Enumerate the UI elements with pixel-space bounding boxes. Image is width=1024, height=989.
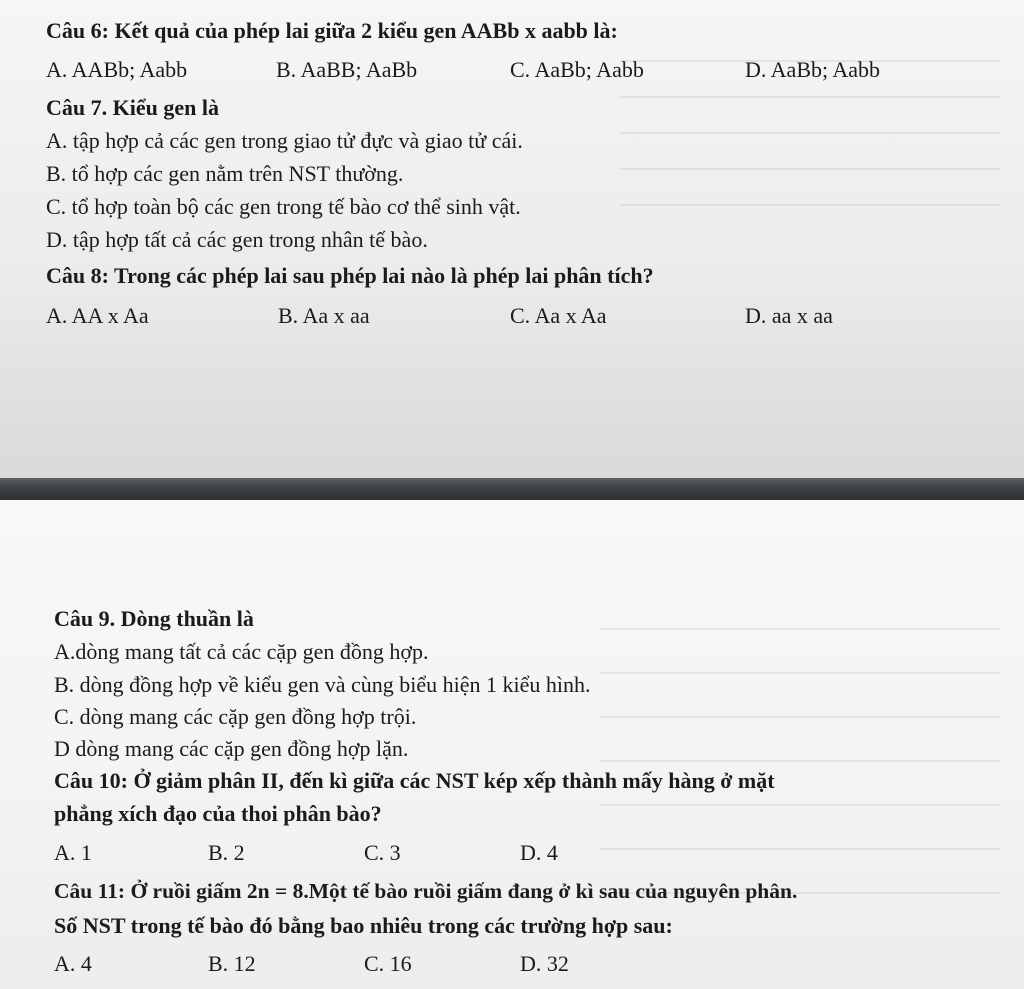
question-11-line-1: Câu 11: Ở ruồi giấm 2n = 8.Một tế bào ruồi giấm đang ở kì sau của nguyên phân. <box>54 879 798 903</box>
question-8-title: Câu 8: Trong các phép lai sau phép lai nào là phép lai phân tích? <box>46 263 654 288</box>
q6-option-a: A. AABb; Aabb <box>46 57 188 82</box>
question-7-title: Câu 7. Kiểu gen là <box>46 95 219 120</box>
q6-option-b: B. AaBB; AaBb <box>276 57 418 82</box>
q6-option-d: D. AaBb; Aabb <box>745 57 881 82</box>
q10-option-c: C. 3 <box>364 840 401 865</box>
q7-option-b: B. tổ hợp các gen nằm trên NST thường. <box>46 161 404 186</box>
q9-option-a: A.dòng mang tất cả các cặp gen đồng hợp. <box>54 639 429 664</box>
question-6-title: Câu 6: Kết quả của phép lai giữa 2 kiểu gen AABb x aabb là: <box>46 18 618 43</box>
question-9-title: Câu 9. Dòng thuần là <box>54 606 254 631</box>
q10-option-a: A. 1 <box>54 840 92 865</box>
q8-option-b: B. Aa x aa <box>278 303 370 328</box>
q7-option-d: D. tập hợp tất cả các gen trong nhân tế bào. <box>46 227 428 252</box>
q9-option-b: B. dòng đồng hợp về kiểu gen và cùng biểu hiện 1 kiểu hình. <box>54 672 591 697</box>
q11-option-c: C. 16 <box>364 951 412 976</box>
top-page <box>0 0 1024 478</box>
q8-option-d: D. aa x aa <box>745 303 833 328</box>
q11-option-d: D. 32 <box>520 951 569 976</box>
q7-option-a: A. tập hợp cả các gen trong giao tử đực và giao tử cái. <box>46 128 523 153</box>
q9-option-c: C. dòng mang các cặp gen đồng hợp trội. <box>54 704 417 729</box>
q11-option-a: A. 4 <box>54 951 92 976</box>
question-10-line-1: Câu 10: Ở giảm phân II, đến kì giữa các NST kép xếp thành mấy hàng ở mặt <box>54 768 775 793</box>
q6-option-c: C. AaBb; Aabb <box>510 57 644 82</box>
q8-option-a: A. AA x Aa <box>46 303 149 328</box>
q11-option-b: B. 12 <box>208 951 256 976</box>
q8-option-c: C. Aa x Aa <box>510 303 607 328</box>
photo-divider-bar <box>0 478 1024 500</box>
q10-option-b: B. 2 <box>208 840 245 865</box>
q7-option-c: C. tổ hợp toàn bộ các gen trong tế bào cơ thể sinh vật. <box>46 194 521 219</box>
q10-option-d: D. 4 <box>520 840 558 865</box>
question-10-line-2: phẳng xích đạo của thoi phân bào? <box>54 801 382 826</box>
bottom-page <box>0 500 1024 989</box>
q9-option-d: D dòng mang các cặp gen đồng hợp lặn. <box>54 736 409 761</box>
question-11-line-2: Số NST trong tế bào đó bằng bao nhiêu trong các trường hợp sau: <box>54 913 673 938</box>
